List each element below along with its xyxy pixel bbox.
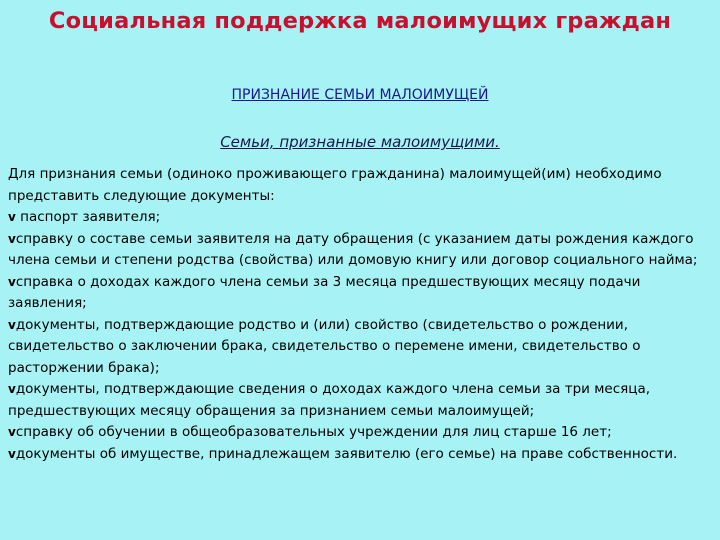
- list-item-text: паспорт заявителя;: [15, 209, 161, 225]
- section-subheading: Семьи, признанные малоимущими.: [220, 133, 500, 151]
- document-body: [8, 164, 712, 465]
- checkmark-bullet-icon: v: [8, 231, 16, 246]
- checkmark-bullet-icon: v: [8, 210, 16, 224]
- list-item-text: справка о доходах каждого члена семьи за 3 месяца предшествующих месяцу подачи заявления;: [8, 273, 641, 311]
- list-item: [8, 422, 712, 444]
- list-item: [8, 207, 712, 229]
- intro-text: Для признания семьи (одиноко проживающего гражданина) малоимущей(им) необходимо представить следующие документы:: [8, 166, 662, 204]
- list-item: [8, 272, 712, 315]
- list-item: [8, 229, 712, 272]
- checkmark-bullet-icon: v: [8, 446, 16, 461]
- list-item: [8, 444, 712, 466]
- checkmark-bullet-icon: v: [8, 274, 16, 289]
- checkmark-bullet-icon: v: [8, 425, 16, 439]
- documents-list: [8, 207, 712, 465]
- list-item-text: документы об имуществе, принадлежащем заявителю (его семье) на праве собственности.: [15, 445, 678, 462]
- list-item-text: документы, подтверждающие родство и (или) свойство (свидетельство о рождении, свидетельство о заключении брака, свидетельство о перемене имени, свидетельство о расторжении брака);: [8, 316, 641, 376]
- page-title: Социальная поддержка малоимущих граждан: [48, 8, 672, 34]
- list-item-text: справку о составе семьи заявителя на дату обращения (с указанием даты рождения каждого члена семьи и степени родства (свойства) или домовую книгу или договор социального найма;: [8, 230, 698, 268]
- list-item: [8, 379, 712, 422]
- list-item: [8, 315, 712, 380]
- checkmark-bullet-icon: v: [8, 317, 16, 332]
- list-item-text: справку об обучении в общеобразовательных учреждении для лиц старше 16 лет;: [15, 424, 612, 440]
- list-item-text: документы, подтверждающие сведения о доходах каждого члена семьи за три месяца, предшествующих месяцу обращения за признанием семьи малоимущей;: [8, 381, 651, 419]
- checkmark-bullet-icon: v: [8, 382, 16, 396]
- section-subtitle: ПРИЗНАНИЕ СЕМЬИ МАЛОИМУЩЕЙ: [231, 87, 489, 103]
